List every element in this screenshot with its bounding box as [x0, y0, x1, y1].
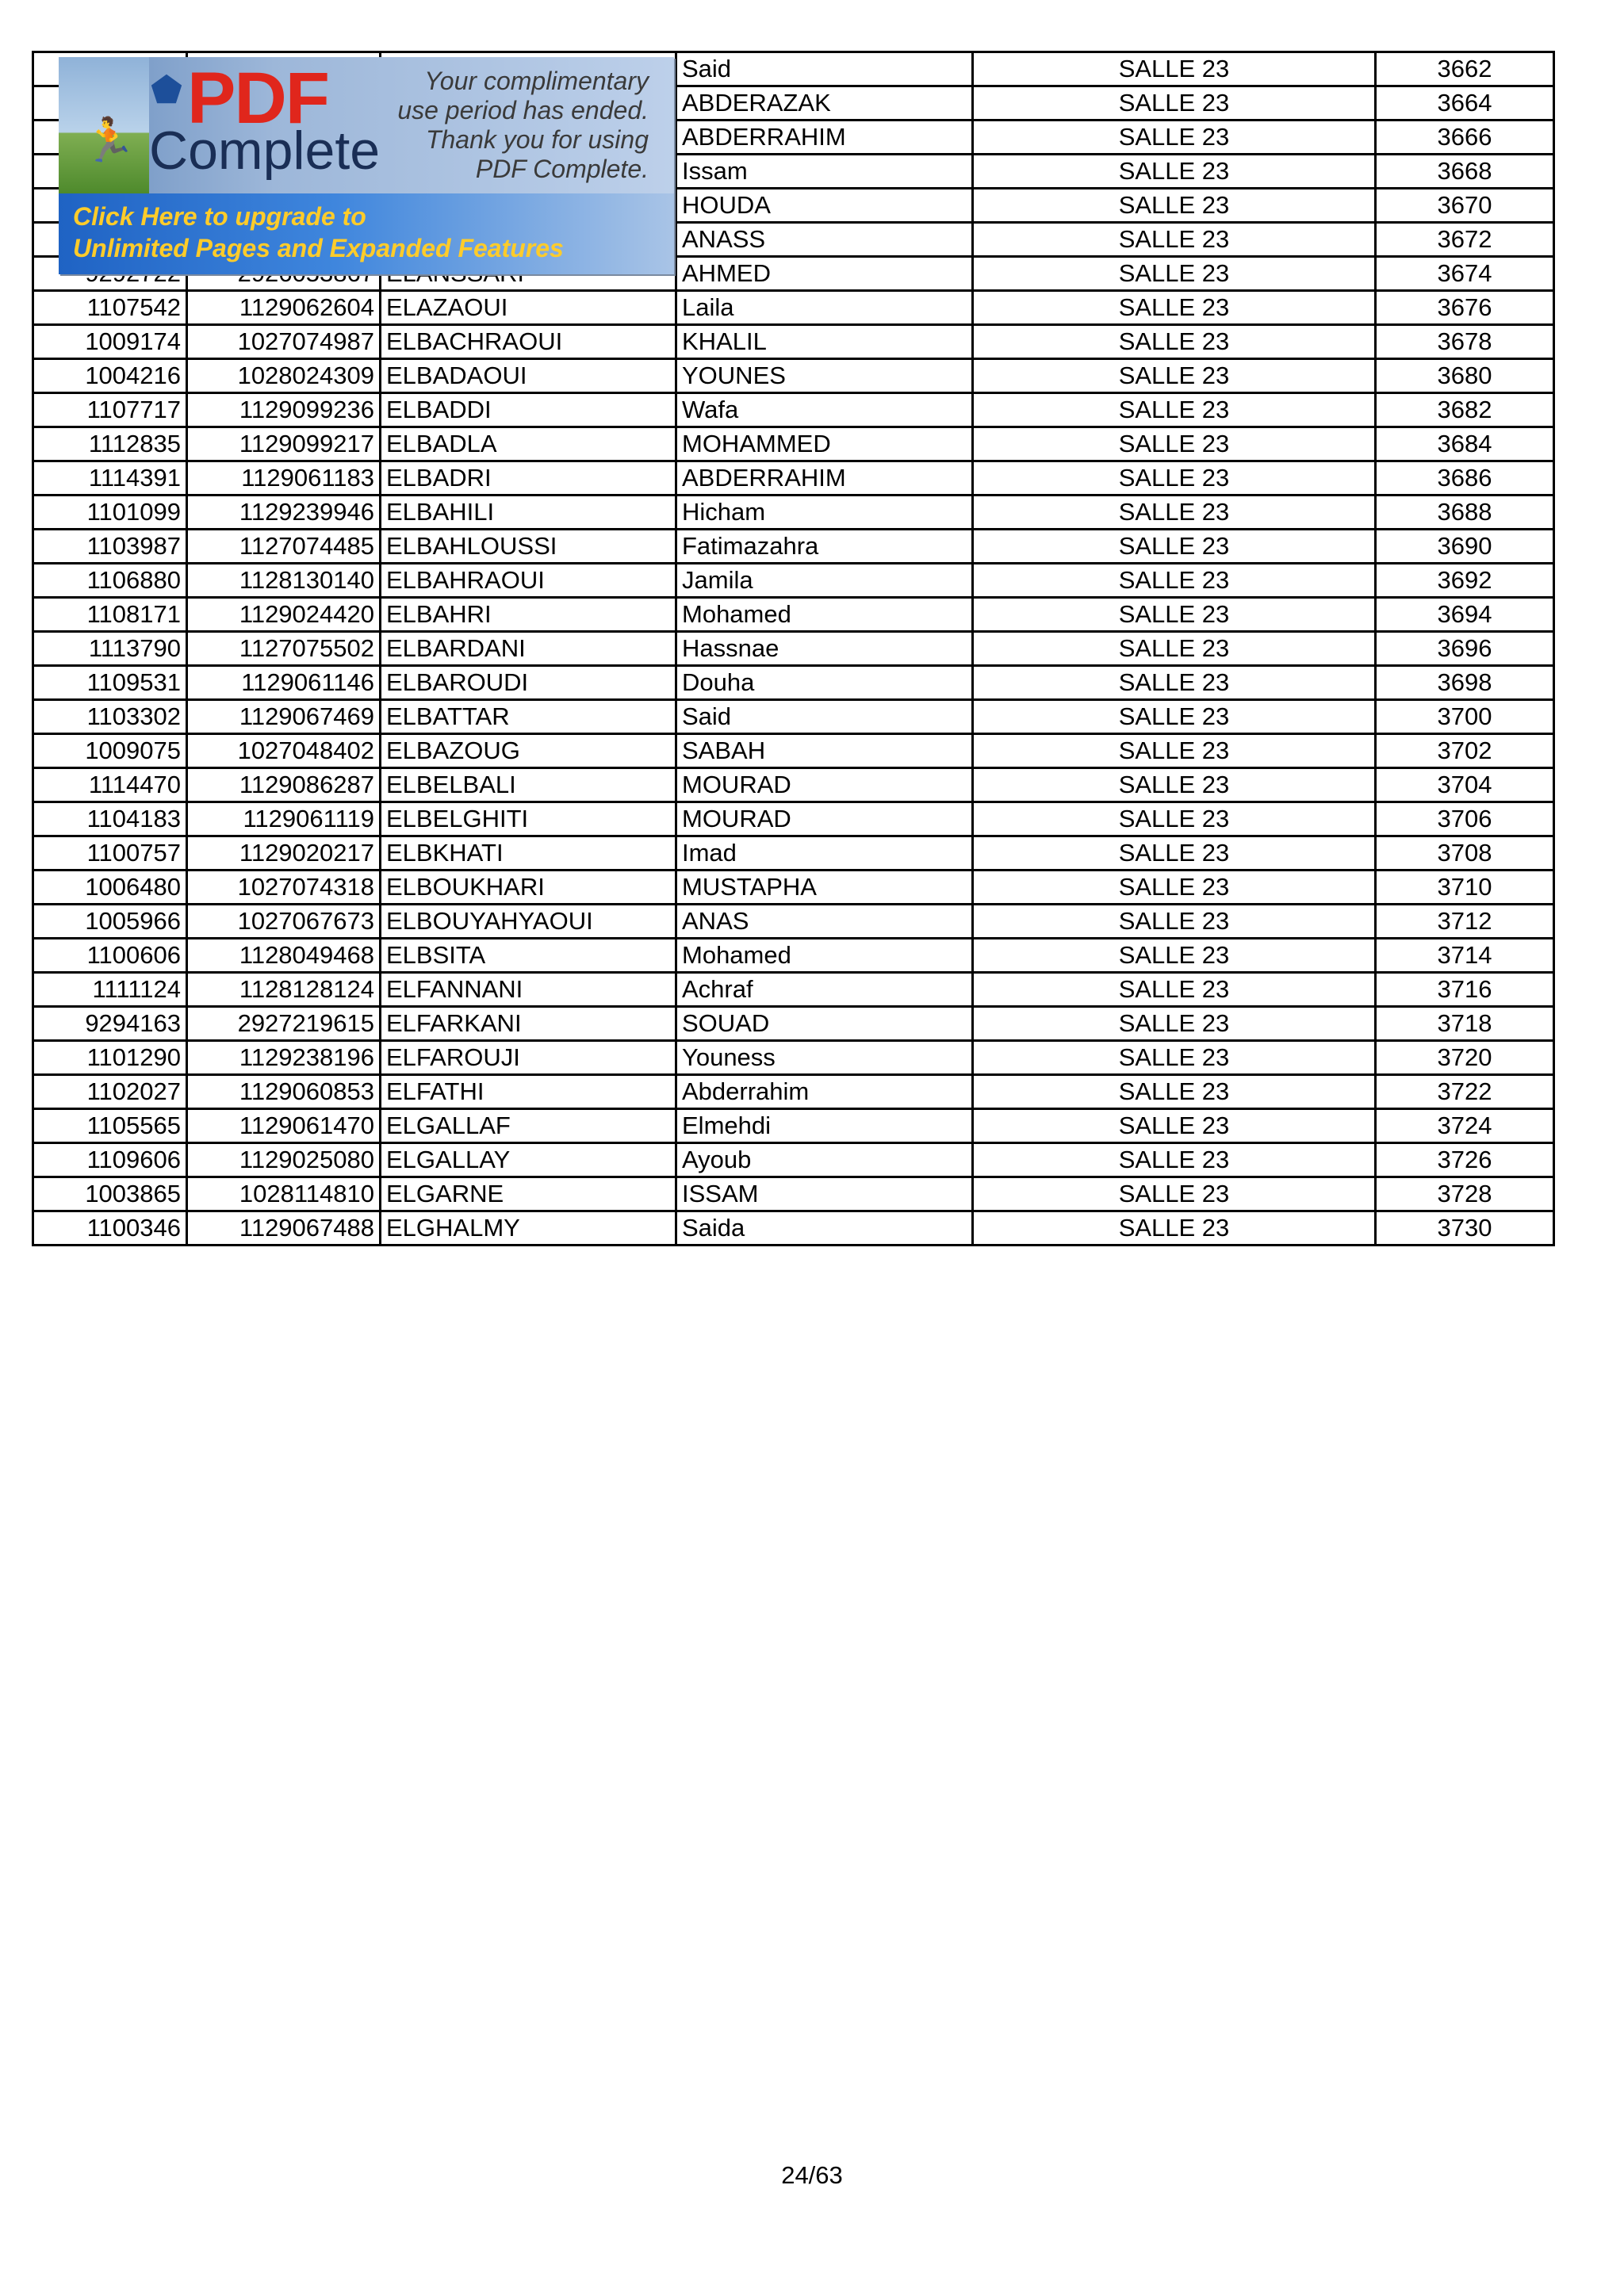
cell-room: SALLE 23: [973, 871, 1376, 905]
table-row: [33, 325, 1554, 359]
cell-id: 1114470: [33, 768, 187, 802]
cell-room: SALLE 23: [973, 1143, 1376, 1177]
cell-code: 1128128124: [187, 973, 381, 1007]
cell-first-name: Laila: [676, 291, 973, 325]
cell-code: 1129061146: [187, 666, 381, 700]
cell-first-name: Achraf: [676, 973, 973, 1007]
cell-room: SALLE 23: [973, 1075, 1376, 1109]
table-row: [33, 973, 1554, 1007]
cell-code: 1027048402: [187, 734, 381, 768]
cell-last-name: ELBOUYAHYAOUI: [381, 905, 676, 939]
cell-code: 1129099217: [187, 427, 381, 461]
cell-first-name: Elmehdi: [676, 1109, 973, 1143]
cell-first-name: Imad: [676, 836, 973, 871]
cell-first-name: YOUNES: [676, 359, 973, 393]
cell-last-name: ELBKHATI: [381, 836, 676, 871]
cell-id: 1113790: [33, 632, 187, 666]
cell-first-name: Youness: [676, 1041, 973, 1075]
cell-first-name: Mohamed: [676, 598, 973, 632]
table-row: [33, 291, 1554, 325]
cell-last-name: ELBAHILI: [381, 496, 676, 530]
cell-last-name: ELBELBALI: [381, 768, 676, 802]
notice-line: use period has ended.: [397, 96, 649, 124]
trial-ended-notice: [363, 67, 649, 184]
cell-first-name: Said: [676, 52, 973, 86]
cell-code: 1129025080: [187, 1143, 381, 1177]
cell-id: 1100757: [33, 836, 187, 871]
cell-first-name: MOURAD: [676, 802, 973, 836]
cell-seat-number: 3692: [1376, 564, 1554, 598]
cell-room: SALLE 23: [973, 189, 1376, 223]
notice-line: Your complimentary: [424, 67, 649, 95]
layers-logo-icon: ⬟: [151, 69, 182, 110]
cell-room: SALLE 23: [973, 427, 1376, 461]
upgrade-link-line2[interactable]: Unlimited Pages and Expanded Features: [73, 234, 564, 262]
cell-room: SALLE 23: [973, 1041, 1376, 1075]
cell-room: SALLE 23: [973, 52, 1376, 86]
cell-id: 1106880: [33, 564, 187, 598]
cell-room: SALLE 23: [973, 359, 1376, 393]
notice-line: Thank you for using: [425, 125, 649, 154]
cell-last-name: ELBELGHITI: [381, 802, 676, 836]
cell-room: SALLE 23: [973, 666, 1376, 700]
cell-last-name: ELBAHRI: [381, 598, 676, 632]
cell-code: 1027067673: [187, 905, 381, 939]
cell-last-name: ELGHALMY: [381, 1211, 676, 1246]
upgrade-link[interactable]: [59, 193, 674, 274]
cell-room: SALLE 23: [973, 1109, 1376, 1143]
brand-pdf-text: PDF: [187, 58, 328, 139]
table-row: [33, 1109, 1554, 1143]
cell-last-name: ELFANNANI: [381, 973, 676, 1007]
cell-last-name: ELBADDI: [381, 393, 676, 427]
cell-seat-number: 3706: [1376, 802, 1554, 836]
cell-last-name: ELBAHRAOUI: [381, 564, 676, 598]
cell-first-name: Ayoub: [676, 1143, 973, 1177]
cell-first-name: ISSAM: [676, 1177, 973, 1211]
cell-seat-number: 3710: [1376, 871, 1554, 905]
upgrade-link-line1[interactable]: Click Here to upgrade to: [73, 202, 366, 231]
cell-room: SALLE 23: [973, 461, 1376, 496]
cell-seat-number: 3694: [1376, 598, 1554, 632]
table-row: [33, 496, 1554, 530]
cell-room: SALLE 23: [973, 86, 1376, 121]
cell-seat-number: 3684: [1376, 427, 1554, 461]
cell-room: SALLE 23: [973, 393, 1376, 427]
cell-id: 1105565: [33, 1109, 187, 1143]
table-row: [33, 359, 1554, 393]
cell-first-name: SOUAD: [676, 1007, 973, 1041]
cell-first-name: HOUDA: [676, 189, 973, 223]
cell-last-name: ELBACHRAOUI: [381, 325, 676, 359]
cell-id: 1109606: [33, 1143, 187, 1177]
cell-seat-number: 3678: [1376, 325, 1554, 359]
cell-code: 1027074987: [187, 325, 381, 359]
cell-id: 1104183: [33, 802, 187, 836]
cell-last-name: ELGARNE: [381, 1177, 676, 1211]
cell-id: 1112835: [33, 427, 187, 461]
cell-first-name: ANAS: [676, 905, 973, 939]
cell-seat-number: 3662: [1376, 52, 1554, 86]
cell-first-name: MUSTAPHA: [676, 871, 973, 905]
cell-last-name: ELGALLAF: [381, 1109, 676, 1143]
cell-seat-number: 3708: [1376, 836, 1554, 871]
cell-room: SALLE 23: [973, 632, 1376, 666]
table-row: [33, 700, 1554, 734]
cell-seat-number: 3718: [1376, 1007, 1554, 1041]
cell-first-name: Saida: [676, 1211, 973, 1246]
cell-id: 1009174: [33, 325, 187, 359]
table-row: [33, 1143, 1554, 1177]
table-row: [33, 666, 1554, 700]
cell-room: SALLE 23: [973, 973, 1376, 1007]
cell-first-name: ABDERAZAK: [676, 86, 973, 121]
cell-room: SALLE 23: [973, 223, 1376, 257]
cell-code: 1127074485: [187, 530, 381, 564]
table-row: [33, 1177, 1554, 1211]
cell-first-name: SABAH: [676, 734, 973, 768]
cell-code: 1127075502: [187, 632, 381, 666]
cell-id: 1101099: [33, 496, 187, 530]
cell-seat-number: 3704: [1376, 768, 1554, 802]
cell-last-name: ELFARKANI: [381, 1007, 676, 1041]
cell-id: 1107542: [33, 291, 187, 325]
brand-complete-text: Complete: [149, 121, 381, 181]
cell-seat-number: 3696: [1376, 632, 1554, 666]
cell-first-name: Abderrahim: [676, 1075, 973, 1109]
banner-photo: [59, 57, 149, 193]
cell-id: 1101290: [33, 1041, 187, 1075]
cell-id: 1109531: [33, 666, 187, 700]
cell-seat-number: 3722: [1376, 1075, 1554, 1109]
cell-first-name: Hicham: [676, 496, 973, 530]
cell-id: 1103302: [33, 700, 187, 734]
cell-first-name: Wafa: [676, 393, 973, 427]
cell-room: SALLE 23: [973, 291, 1376, 325]
cell-id: 1107717: [33, 393, 187, 427]
cell-room: SALLE 23: [973, 802, 1376, 836]
cell-last-name: ELAZAOUI: [381, 291, 676, 325]
cell-room: SALLE 23: [973, 496, 1376, 530]
cell-id: 1102027: [33, 1075, 187, 1109]
cell-first-name: Issam: [676, 155, 973, 189]
cell-id: 1114391: [33, 461, 187, 496]
table-row: [33, 802, 1554, 836]
cell-seat-number: 3686: [1376, 461, 1554, 496]
cell-id: 1006480: [33, 871, 187, 905]
cell-seat-number: 3724: [1376, 1109, 1554, 1143]
cell-seat-number: 3726: [1376, 1143, 1554, 1177]
cell-id: 1003865: [33, 1177, 187, 1211]
cell-seat-number: 3682: [1376, 393, 1554, 427]
cell-last-name: ELBSITA: [381, 939, 676, 973]
cell-code: 1129067488: [187, 1211, 381, 1246]
cell-room: SALLE 23: [973, 1211, 1376, 1246]
cell-id: 1005966: [33, 905, 187, 939]
cell-first-name: AHMED: [676, 257, 973, 291]
cell-first-name: Hassnae: [676, 632, 973, 666]
cell-code: 1028024309: [187, 359, 381, 393]
cell-id: 1004216: [33, 359, 187, 393]
cell-last-name: ELBADRI: [381, 461, 676, 496]
cell-seat-number: 3714: [1376, 939, 1554, 973]
cell-seat-number: 3676: [1376, 291, 1554, 325]
cell-id: 1100606: [33, 939, 187, 973]
cell-first-name: Said: [676, 700, 973, 734]
cell-seat-number: 3688: [1376, 496, 1554, 530]
cell-id: 1103987: [33, 530, 187, 564]
cell-code: 2927219615: [187, 1007, 381, 1041]
cell-seat-number: 3674: [1376, 257, 1554, 291]
cell-seat-number: 3672: [1376, 223, 1554, 257]
page-number: 24/63: [781, 2161, 843, 2189]
cell-id: 9294163: [33, 1007, 187, 1041]
cell-code: 1129067469: [187, 700, 381, 734]
table-row: [33, 427, 1554, 461]
cell-last-name: ELGALLAY: [381, 1143, 676, 1177]
cell-seat-number: 3666: [1376, 121, 1554, 155]
cell-last-name: ELBADLA: [381, 427, 676, 461]
cell-room: SALLE 23: [973, 905, 1376, 939]
cell-first-name: MOHAMMED: [676, 427, 973, 461]
cell-seat-number: 3690: [1376, 530, 1554, 564]
cell-first-name: KHALIL: [676, 325, 973, 359]
cell-room: SALLE 23: [973, 598, 1376, 632]
cell-room: SALLE 23: [973, 1177, 1376, 1211]
cell-last-name: ELFAROUJI: [381, 1041, 676, 1075]
table-row: [33, 598, 1554, 632]
cell-code: 1129062604: [187, 291, 381, 325]
cell-id: 1108171: [33, 598, 187, 632]
cell-first-name: ABDERRAHIM: [676, 121, 973, 155]
cell-seat-number: 3664: [1376, 86, 1554, 121]
cell-code: 1128049468: [187, 939, 381, 973]
cell-room: SALLE 23: [973, 836, 1376, 871]
cell-first-name: ABDERRAHIM: [676, 461, 973, 496]
cell-last-name: ELBADAOUI: [381, 359, 676, 393]
cell-code: 1129060853: [187, 1075, 381, 1109]
cell-code: 1027074318: [187, 871, 381, 905]
cell-first-name: Fatimazahra: [676, 530, 973, 564]
cell-first-name: Mohamed: [676, 939, 973, 973]
cell-first-name: MOURAD: [676, 768, 973, 802]
cell-code: 1129061183: [187, 461, 381, 496]
table-row: [33, 1041, 1554, 1075]
cell-seat-number: 3698: [1376, 666, 1554, 700]
cell-code: 1129061470: [187, 1109, 381, 1143]
table-row: [33, 1211, 1554, 1246]
cell-code: 1129086287: [187, 768, 381, 802]
notice-line: PDF Complete.: [475, 155, 649, 183]
cell-room: SALLE 23: [973, 939, 1376, 973]
jumping-person-icon: 🏃: [82, 117, 136, 164]
cell-room: SALLE 23: [973, 768, 1376, 802]
cell-last-name: ELBAROUDI: [381, 666, 676, 700]
cell-room: SALLE 23: [973, 564, 1376, 598]
cell-last-name: ELBAHLOUSSI: [381, 530, 676, 564]
table-row: [33, 632, 1554, 666]
cell-first-name: Douha: [676, 666, 973, 700]
cell-room: SALLE 23: [973, 155, 1376, 189]
cell-room: SALLE 23: [973, 700, 1376, 734]
cell-code: 1129239946: [187, 496, 381, 530]
cell-code: 1028114810: [187, 1177, 381, 1211]
cell-last-name: ELBARDANI: [381, 632, 676, 666]
table-row: [33, 768, 1554, 802]
table-row: [33, 461, 1554, 496]
cell-id: 1009075: [33, 734, 187, 768]
cell-seat-number: 3720: [1376, 1041, 1554, 1075]
cell-last-name: ELBATTAR: [381, 700, 676, 734]
table-row: [33, 734, 1554, 768]
table-row: [33, 1075, 1554, 1109]
cell-first-name: Jamila: [676, 564, 973, 598]
cell-code: 1129061119: [187, 802, 381, 836]
table-row: [33, 393, 1554, 427]
cell-last-name: ELFATHI: [381, 1075, 676, 1109]
cell-seat-number: 3716: [1376, 973, 1554, 1007]
table-row: [33, 871, 1554, 905]
cell-first-name: ANASS: [676, 223, 973, 257]
cell-room: SALLE 23: [973, 1007, 1376, 1041]
cell-seat-number: 3730: [1376, 1211, 1554, 1246]
cell-seat-number: 3702: [1376, 734, 1554, 768]
cell-room: SALLE 23: [973, 121, 1376, 155]
cell-seat-number: 3712: [1376, 905, 1554, 939]
table-row: [33, 530, 1554, 564]
cell-seat-number: 3700: [1376, 700, 1554, 734]
pdf-complete-upgrade-banner[interactable]: [59, 57, 674, 274]
cell-last-name: ELBAZOUG: [381, 734, 676, 768]
cell-room: SALLE 23: [973, 325, 1376, 359]
table-row: [33, 836, 1554, 871]
cell-id: 1111124: [33, 973, 187, 1007]
cell-code: 1128130140: [187, 564, 381, 598]
cell-code: 1129238196: [187, 1041, 381, 1075]
cell-room: SALLE 23: [973, 257, 1376, 291]
cell-code: 1129024420: [187, 598, 381, 632]
cell-seat-number: 3680: [1376, 359, 1554, 393]
cell-seat-number: 3670: [1376, 189, 1554, 223]
table-row: [33, 905, 1554, 939]
cell-id: 1100346: [33, 1211, 187, 1246]
cell-room: SALLE 23: [973, 530, 1376, 564]
table-row: [33, 939, 1554, 973]
cell-seat-number: 3668: [1376, 155, 1554, 189]
table-row: [33, 1007, 1554, 1041]
cell-room: SALLE 23: [973, 734, 1376, 768]
cell-seat-number: 3728: [1376, 1177, 1554, 1211]
cell-code: 1129020217: [187, 836, 381, 871]
cell-code: 1129099236: [187, 393, 381, 427]
table-row: [33, 564, 1554, 598]
cell-last-name: ELBOUKHARI: [381, 871, 676, 905]
